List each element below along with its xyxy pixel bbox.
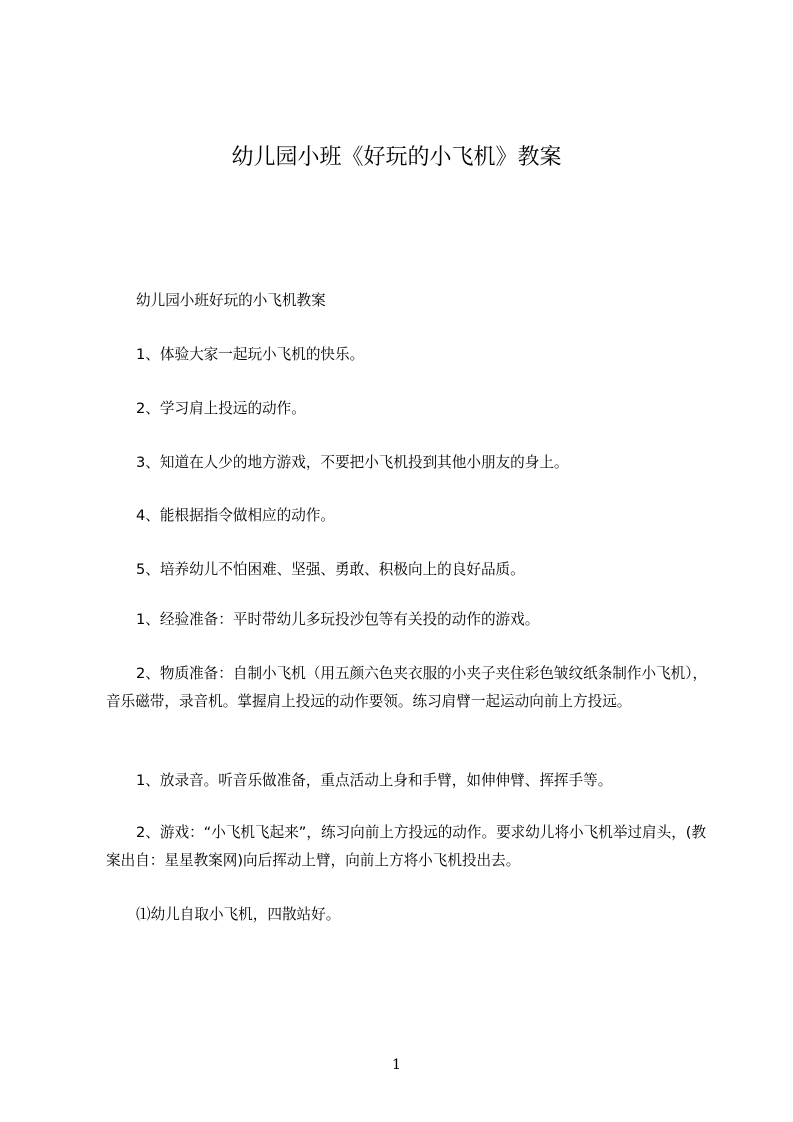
paragraph-goal-1: 1、体验大家一起玩小飞机的快乐。 (136, 346, 365, 363)
document-title: 幼儿园小班《好玩的小飞机》教案 (231, 145, 562, 170)
paragraph-goal-5: 5、培养幼儿不怕困难、坚强、勇敢、积极向上的良好品质。 (136, 561, 525, 578)
page-number: 1 (392, 1057, 401, 1073)
paragraph-process-1: 1、放录音。听音乐做准备，重点活动上身和手臂，如伸伸臂、挥挥手等。 (136, 772, 613, 789)
paragraph-subtitle: 幼儿园小班好玩的小飞机教案 (136, 292, 326, 309)
paragraph-goal-4: 4、能根据指令做相应的动作。 (136, 507, 336, 524)
paragraph-process-2: 2、游戏：“小飞机飞起来”，练习向前上方投远的动作。要求幼儿将小飞机举过肩头，(教案出自：星星教案网)向后挥动上臂，向前上方将小飞机投出去。 (106, 824, 707, 869)
paragraph-goal-2: 2、学习肩上投远的动作。 (136, 400, 306, 417)
paragraph-prep-1: 1、经验准备：平时带幼儿多玩投沙包等有关投的动作的游戏。 (136, 611, 540, 628)
paragraph-prep-2: 2、物质准备：自制小飞机（用五颜六色夹衣服的小夹子夹住彩色皱纹纸条制作小飞机），音乐磁带，录音机。掌握肩上投远的动作要领。练习肩臂一起运动向前上方投远。 (106, 665, 708, 710)
paragraph-goal-3: 3、知道在人少的地方游戏，不要把小飞机投到其他小朋友的身上。 (136, 454, 569, 471)
paragraph-process-2-1: ⑴幼儿自取小飞机，四散站好。 (136, 906, 341, 923)
